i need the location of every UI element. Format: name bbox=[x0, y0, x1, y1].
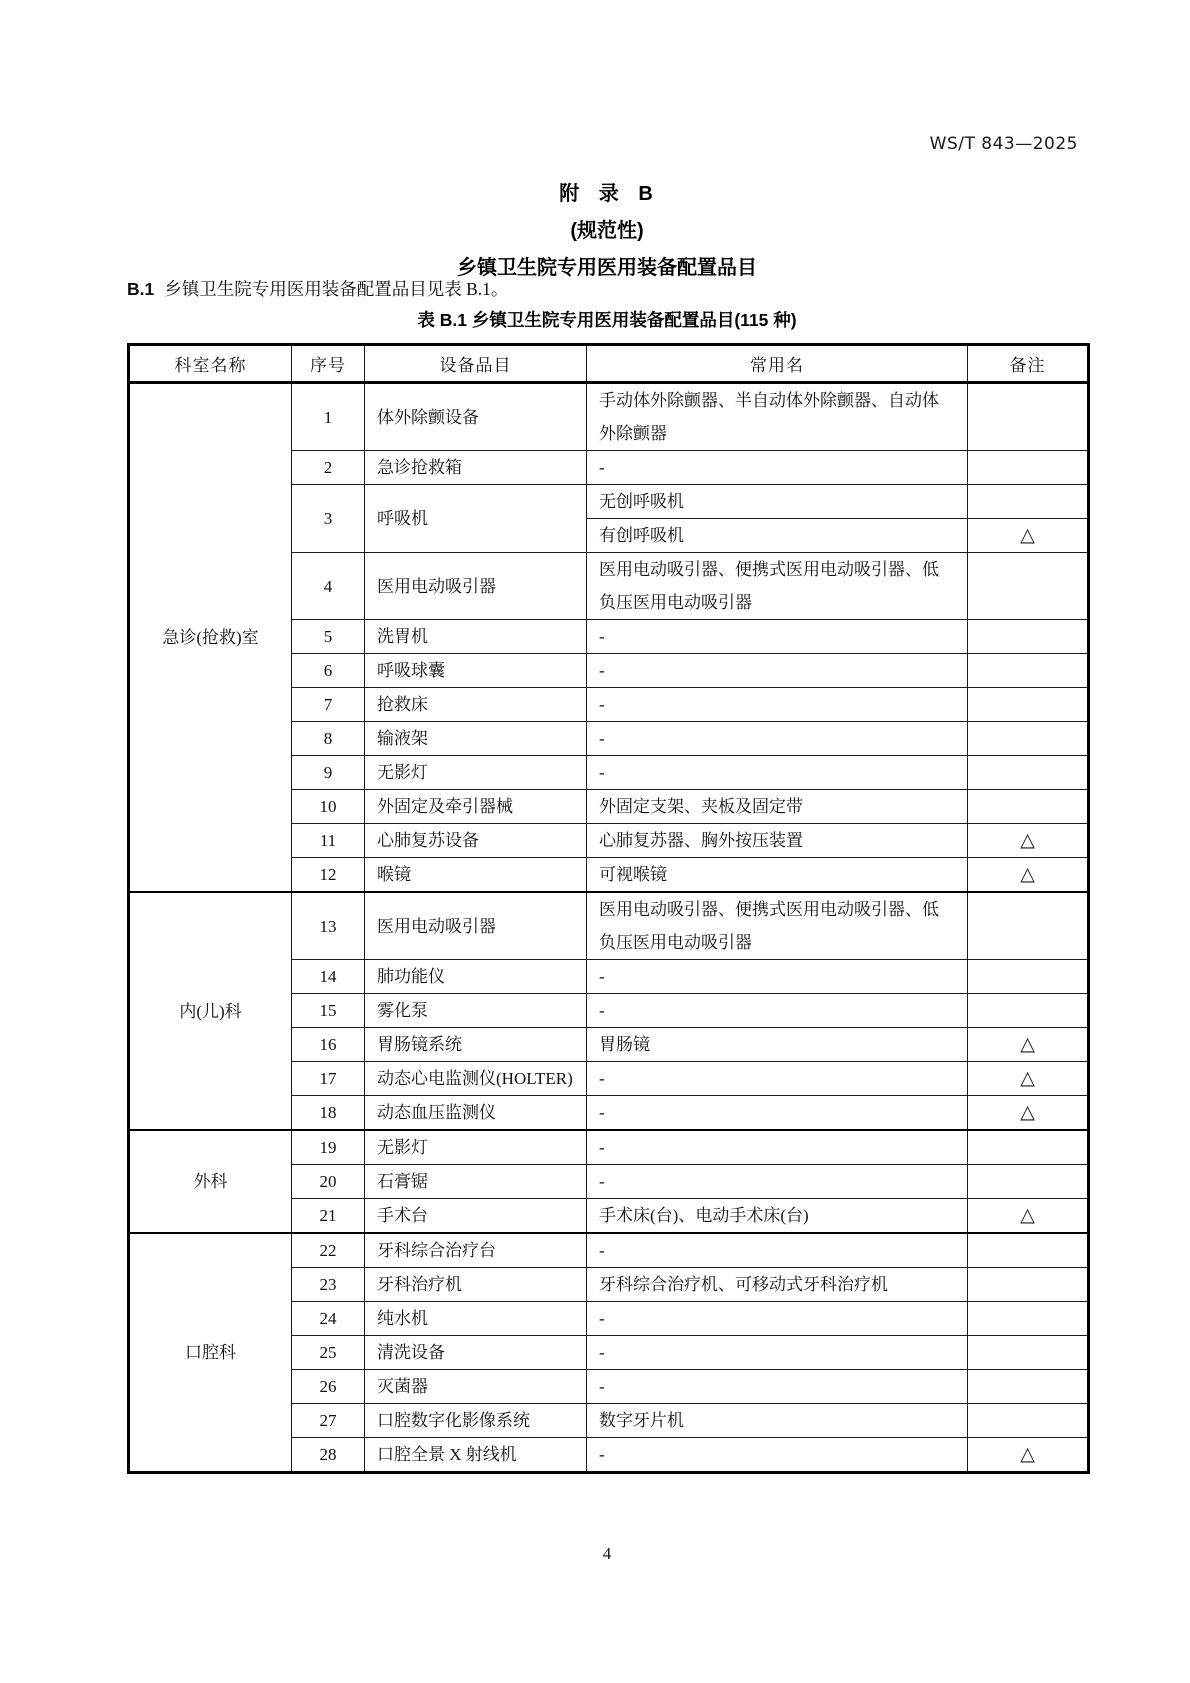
table-row bbox=[129, 1130, 1089, 1165]
common-name-cell: - bbox=[587, 1302, 968, 1336]
equipment-item-cell: 石膏锯 bbox=[365, 1165, 587, 1199]
serial-number-cell: 12 bbox=[292, 858, 365, 893]
column-header-number: 序号 bbox=[292, 345, 365, 383]
equipment-item-cell: 肺功能仪 bbox=[365, 960, 587, 994]
appendix-heading-block bbox=[127, 176, 1087, 287]
equipment-item-cell: 心肺复苏设备 bbox=[365, 824, 587, 858]
serial-number-cell: 21 bbox=[292, 1199, 365, 1234]
column-header-common-name: 常用名 bbox=[587, 345, 968, 383]
page-number: 4 bbox=[602, 1544, 612, 1563]
remark-cell bbox=[968, 688, 1089, 722]
equipment-item-cell: 无影灯 bbox=[365, 1130, 587, 1165]
common-name-cell: 外固定支架、夹板及固定带 bbox=[587, 790, 968, 824]
remark-cell bbox=[968, 1233, 1089, 1268]
serial-number-cell: 9 bbox=[292, 756, 365, 790]
equipment-item-cell: 医用电动吸引器 bbox=[365, 553, 587, 620]
remark-cell bbox=[968, 1404, 1089, 1438]
department-cell: 急诊(抢救)室 bbox=[129, 383, 292, 893]
common-name-cell: - bbox=[587, 1438, 968, 1473]
remark-cell bbox=[968, 1130, 1089, 1165]
serial-number-cell: 14 bbox=[292, 960, 365, 994]
common-name-cell: - bbox=[587, 1336, 968, 1370]
remark-cell bbox=[968, 1268, 1089, 1302]
remark-cell bbox=[968, 892, 1089, 960]
equipment-item-cell: 清洗设备 bbox=[365, 1336, 587, 1370]
table-caption: 表 B.1 乡镇卫生院专用医用装备配置品目(115 种) bbox=[417, 310, 797, 330]
remark-cell: △ bbox=[968, 1028, 1089, 1062]
serial-number-cell: 18 bbox=[292, 1096, 365, 1131]
table-body bbox=[129, 383, 1089, 1473]
common-name-cell: - bbox=[587, 994, 968, 1028]
equipment-item-cell: 雾化泵 bbox=[365, 994, 587, 1028]
common-name-cell: - bbox=[587, 451, 968, 485]
clause-b1 bbox=[127, 277, 1087, 301]
remark-cell bbox=[968, 790, 1089, 824]
table-row bbox=[129, 892, 1089, 960]
common-name-cell: - bbox=[587, 1233, 968, 1268]
common-name-cell: 医用电动吸引器、便携式医用电动吸引器、低负压医用电动吸引器 bbox=[587, 553, 968, 620]
common-name-cell: - bbox=[587, 1165, 968, 1199]
equipment-item-cell: 抢救床 bbox=[365, 688, 587, 722]
equipment-item-cell: 喉镜 bbox=[365, 858, 587, 893]
serial-number-cell: 13 bbox=[292, 892, 365, 960]
serial-number-cell: 4 bbox=[292, 553, 365, 620]
equipment-table bbox=[127, 343, 1090, 1474]
remark-cell: △ bbox=[968, 1062, 1089, 1096]
equipment-item-cell: 胃肠镜系统 bbox=[365, 1028, 587, 1062]
equipment-item-cell: 急诊抢救箱 bbox=[365, 451, 587, 485]
column-header-item: 设备品目 bbox=[365, 345, 587, 383]
serial-number-cell: 23 bbox=[292, 1268, 365, 1302]
common-name-cell: - bbox=[587, 654, 968, 688]
common-name-cell: 无创呼吸机 bbox=[587, 485, 968, 519]
equipment-item-cell: 无影灯 bbox=[365, 756, 587, 790]
serial-number-cell: 25 bbox=[292, 1336, 365, 1370]
normative-label: (规范性) bbox=[570, 220, 644, 242]
common-name-cell: 医用电动吸引器、便携式医用电动吸引器、低负压医用电动吸引器 bbox=[587, 892, 968, 960]
common-name-cell: 可视喉镜 bbox=[587, 858, 968, 893]
serial-number-cell: 20 bbox=[292, 1165, 365, 1199]
remark-cell bbox=[968, 654, 1089, 688]
serial-number-cell: 17 bbox=[292, 1062, 365, 1096]
remark-cell bbox=[968, 553, 1089, 620]
department-cell: 内(儿)科 bbox=[129, 892, 292, 1130]
serial-number-cell: 1 bbox=[292, 383, 365, 451]
remark-cell: △ bbox=[968, 1438, 1089, 1473]
common-name-cell: 有创呼吸机 bbox=[587, 519, 968, 553]
serial-number-cell: 26 bbox=[292, 1370, 365, 1404]
serial-number-cell: 6 bbox=[292, 654, 365, 688]
serial-number-cell: 15 bbox=[292, 994, 365, 1028]
common-name-cell: 心肺复苏器、胸外按压装置 bbox=[587, 824, 968, 858]
serial-number-cell: 2 bbox=[292, 451, 365, 485]
equipment-item-cell: 体外除颤设备 bbox=[365, 383, 587, 451]
clause-text: 乡镇卫生院专用医用装备配置品目见表 B.1。 bbox=[164, 279, 509, 299]
common-name-cell: - bbox=[587, 960, 968, 994]
common-name-cell: - bbox=[587, 722, 968, 756]
serial-number-cell: 7 bbox=[292, 688, 365, 722]
remark-cell bbox=[968, 960, 1089, 994]
equipment-item-cell: 动态血压监测仪 bbox=[365, 1096, 587, 1131]
equipment-item-cell: 牙科综合治疗台 bbox=[365, 1233, 587, 1268]
common-name-cell: - bbox=[587, 1370, 968, 1404]
remark-cell bbox=[968, 1336, 1089, 1370]
common-name-cell: 牙科综合治疗机、可移动式牙科治疗机 bbox=[587, 1268, 968, 1302]
remark-cell bbox=[968, 620, 1089, 654]
standard-number: WS/T 843—2025 bbox=[929, 134, 1078, 154]
remark-cell: △ bbox=[968, 1199, 1089, 1234]
serial-number-cell: 19 bbox=[292, 1130, 365, 1165]
column-header-department: 科室名称 bbox=[129, 345, 292, 383]
equipment-item-cell: 呼吸球囊 bbox=[365, 654, 587, 688]
serial-number-cell: 8 bbox=[292, 722, 365, 756]
equipment-item-cell: 口腔数字化影像系统 bbox=[365, 1404, 587, 1438]
clause-number: B.1 bbox=[127, 279, 155, 299]
common-name-cell: - bbox=[587, 1130, 968, 1165]
remark-cell bbox=[968, 451, 1089, 485]
common-name-cell: - bbox=[587, 620, 968, 654]
remark-cell: △ bbox=[968, 1096, 1089, 1131]
serial-number-cell: 28 bbox=[292, 1438, 365, 1473]
equipment-item-cell: 灭菌器 bbox=[365, 1370, 587, 1404]
table-header-row bbox=[129, 345, 1089, 383]
remark-cell: △ bbox=[968, 824, 1089, 858]
appendix-title: 乡镇卫生院专用医用装备配置品目 bbox=[457, 257, 757, 279]
serial-number-cell: 3 bbox=[292, 485, 365, 553]
column-header-remark: 备注 bbox=[968, 345, 1089, 383]
common-name-cell: - bbox=[587, 688, 968, 722]
remark-cell bbox=[968, 756, 1089, 790]
remark-cell bbox=[968, 1165, 1089, 1199]
serial-number-cell: 16 bbox=[292, 1028, 365, 1062]
equipment-item-cell: 手术台 bbox=[365, 1199, 587, 1234]
serial-number-cell: 10 bbox=[292, 790, 365, 824]
table-row bbox=[129, 1233, 1089, 1268]
equipment-item-cell: 医用电动吸引器 bbox=[365, 892, 587, 960]
department-cell: 口腔科 bbox=[129, 1233, 292, 1473]
appendix-label: 附 录 B bbox=[559, 183, 655, 205]
remark-cell: △ bbox=[968, 858, 1089, 893]
remark-cell bbox=[968, 1302, 1089, 1336]
equipment-item-cell: 口腔全景 X 射线机 bbox=[365, 1438, 587, 1473]
serial-number-cell: 11 bbox=[292, 824, 365, 858]
equipment-item-cell: 洗胃机 bbox=[365, 620, 587, 654]
equipment-item-cell: 动态心电监测仪(HOLTER) bbox=[365, 1062, 587, 1096]
table-row bbox=[129, 383, 1089, 451]
remark-cell: △ bbox=[968, 519, 1089, 553]
remark-cell bbox=[968, 722, 1089, 756]
department-cell: 外科 bbox=[129, 1130, 292, 1233]
serial-number-cell: 22 bbox=[292, 1233, 365, 1268]
serial-number-cell: 5 bbox=[292, 620, 365, 654]
common-name-cell: 手术床(台)、电动手术床(台) bbox=[587, 1199, 968, 1234]
serial-number-cell: 27 bbox=[292, 1404, 365, 1438]
equipment-item-cell: 外固定及牵引器械 bbox=[365, 790, 587, 824]
common-name-cell: 手动体外除颤器、半自动体外除颤器、自动体外除颤器 bbox=[587, 383, 968, 451]
common-name-cell: - bbox=[587, 1062, 968, 1096]
common-name-cell: - bbox=[587, 1096, 968, 1131]
table-header bbox=[129, 345, 1089, 383]
equipment-item-cell: 纯水机 bbox=[365, 1302, 587, 1336]
serial-number-cell: 24 bbox=[292, 1302, 365, 1336]
equipment-item-cell: 牙科治疗机 bbox=[365, 1268, 587, 1302]
equipment-item-cell: 输液架 bbox=[365, 722, 587, 756]
common-name-cell: - bbox=[587, 756, 968, 790]
remark-cell bbox=[968, 1370, 1089, 1404]
remark-cell bbox=[968, 383, 1089, 451]
common-name-cell: 数字牙片机 bbox=[587, 1404, 968, 1438]
remark-cell bbox=[968, 485, 1089, 519]
common-name-cell: 胃肠镜 bbox=[587, 1028, 968, 1062]
remark-cell bbox=[968, 994, 1089, 1028]
equipment-item-cell: 呼吸机 bbox=[365, 485, 587, 553]
